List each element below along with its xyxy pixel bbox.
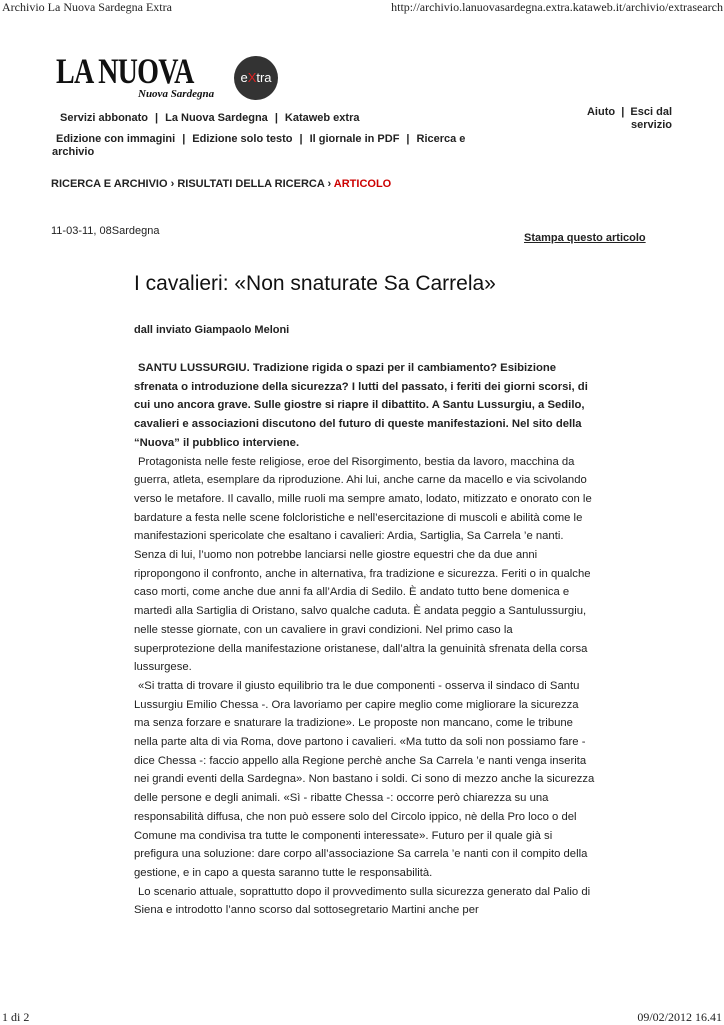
nav-row-1: [60, 112, 359, 124]
print-footer-date: 09/02/2012 16.41: [637, 1010, 722, 1024]
nav-edizione-testo[interactable]: Edizione solo testo: [192, 133, 293, 145]
nav-separator: |: [155, 112, 159, 124]
article-dateline: 11-03-11, 08Sardegna: [51, 225, 160, 237]
nav-ricerca-archivio-cont[interactable]: archivio: [52, 146, 95, 158]
article-paragraph-3: Lo scenario attuale, soprattutto dopo il provvedimento sulla sicurezza generato dal Palio di Siena e introdotto l’anno scorso dal sottosegretario Martini anche per: [134, 885, 591, 917]
print-footer-page: 1 di 2: [2, 1010, 30, 1024]
nav-row-2: [56, 133, 465, 145]
print-header-url: http://archivio.lanuovasardegna.extra.kataweb.it/archivio/extrasearch: [391, 0, 723, 14]
breadcrumb-articolo: ARTICOLO: [333, 178, 392, 190]
print-header-title: Archivio La Nuova Sardegna Extra: [2, 0, 172, 14]
help-link[interactable]: Aiuto: [586, 106, 616, 118]
logo-wordmark: LA NUOVA: [56, 51, 194, 91]
article-paragraph-2: «Si tratta di trovare il giusto equilibrio tra le due componenti - osserva il sindaco di Santu Lussurgiu Emilio Chessa -. Ora lavoriamo per capire meglio come migliorare la sicurezza ma senza forzare e snaturare la tradizione». Le proposte non mancano, come le tribune nella parte alta di via Roma, dove partono i cavalieri. «Ma tutto da soli non possiamo fare - dice Chessa -: faccio appello alla Regione perchè anche Sa Carrela ’e nanti venga inserita nei grandi eventi della Sardegna». Non bastano i soldi. Ci sono di mezzo anche la sicurezza delle persone e degli animali. «Sì - ribatte Chessa -: occorre però chiarezza su una responsabilità diffusa, che non può essere solo del Circolo ippico, nè della Pro loco o del Comune ma condivisa tra tutte le componenti interessate». Futuro per il quale già si prefigura una soluzione: dare corpo all’associazione Sa carrela ’e nanti con il compito della gestione, e in capo a questa saranno tutte le responsabilità.: [134, 679, 595, 879]
account-links: [566, 106, 672, 132]
breadcrumb-separator: ›: [170, 178, 175, 190]
article-body: [134, 359, 596, 920]
nav-servizi-abbonato[interactable]: Servizi abbonato: [60, 112, 149, 124]
extra-badge-x: X: [247, 70, 257, 85]
nav-la-nuova-sardegna[interactable]: La Nuova Sardegna: [165, 112, 268, 124]
nav-separator: |: [299, 133, 303, 145]
breadcrumb-ricerca[interactable]: RICERCA E ARCHIVIO: [51, 178, 168, 190]
site-logo[interactable]: [56, 52, 286, 104]
breadcrumb-separator: ›: [327, 178, 332, 190]
extra-badge-rest: tra: [256, 70, 272, 85]
breadcrumb: [51, 178, 391, 190]
article-title: I cavalieri: «Non snaturate Sa Carrela»: [134, 272, 496, 295]
account-separator: |: [621, 106, 625, 118]
nav-ricerca-archivio[interactable]: Ricerca e: [416, 133, 466, 145]
nav-giornale-pdf[interactable]: Il giornale in PDF: [309, 133, 400, 145]
print-article-link[interactable]: Stampa questo articolo: [524, 232, 646, 244]
nav-separator: |: [406, 133, 410, 145]
article-lead: SANTU LUSSURGIU. Tradizione rigida o spazi per il cambiamento? Esibizione sfrenata o introduzione della sicurezza? I lutti del passato, i feriti dei giorni scorsi, di cui uno ancora grave. Sulle giostre si riapre il dibattito. A Santu Lussurgiu, a Sedilo, cavalieri e associazioni discutono del futuro di queste manifestazioni. Nel sito della “Nuova” il pubblico interviene.: [134, 362, 588, 449]
logo-subtitle: Nuova Sardegna: [138, 88, 215, 100]
exit-link[interactable]: Esci dal servizio: [630, 106, 672, 131]
extra-badge: [234, 56, 278, 100]
extra-badge-e: e: [240, 70, 248, 85]
nav-edizione-immagini[interactable]: Edizione con immagini: [56, 133, 176, 145]
nav-kataweb-extra[interactable]: Kataweb extra: [284, 112, 360, 124]
nav-separator: |: [274, 112, 278, 124]
nav-separator: |: [182, 133, 186, 145]
article-author: dall inviato Giampaolo Meloni: [134, 324, 290, 336]
breadcrumb-risultati[interactable]: RISULTATI DELLA RICERCA: [177, 178, 325, 190]
article-paragraph-1: Protagonista nelle feste religiose, eroe del Risorgimento, bestia da lavoro, macchina da guerra, atleta, esemplare da riproduzione. Ahi lui, anche carne da macello e via scivolando verso le metafore. Il cavallo, mille ruoli ma sempre amato, lodato, mitizzato e onorato con le bardature a festa nelle scene folcloristiche e nell’esercitazione di muscoli e abilità come le manifestazioni spericolate che esaltano i cavalieri: Ardia, Sartiglia, Sa Carrela ’e nanti. Senza di lui, l’uomo non potrebbe lanciarsi nelle giostre equestri che da due anni ripropongono il confronto, anche in alternativa, fra tradizione e sicurezza. Feriti o in qualche caso morti, come anche due anni fa all’Ardia di Sedilo. È andato tutto bene domenica e martedì alla Sartiglia di Oristano, salvo qualche caduta. È andata peggio a Santulussurgiu, nelle stesse giornate, con un cavaliere in gravi condizioni. Nel primo caso la superprotezione della manifestazione oristanese, dall’altra la genuinità sfrenata della corsa lussurgese.: [134, 455, 592, 674]
